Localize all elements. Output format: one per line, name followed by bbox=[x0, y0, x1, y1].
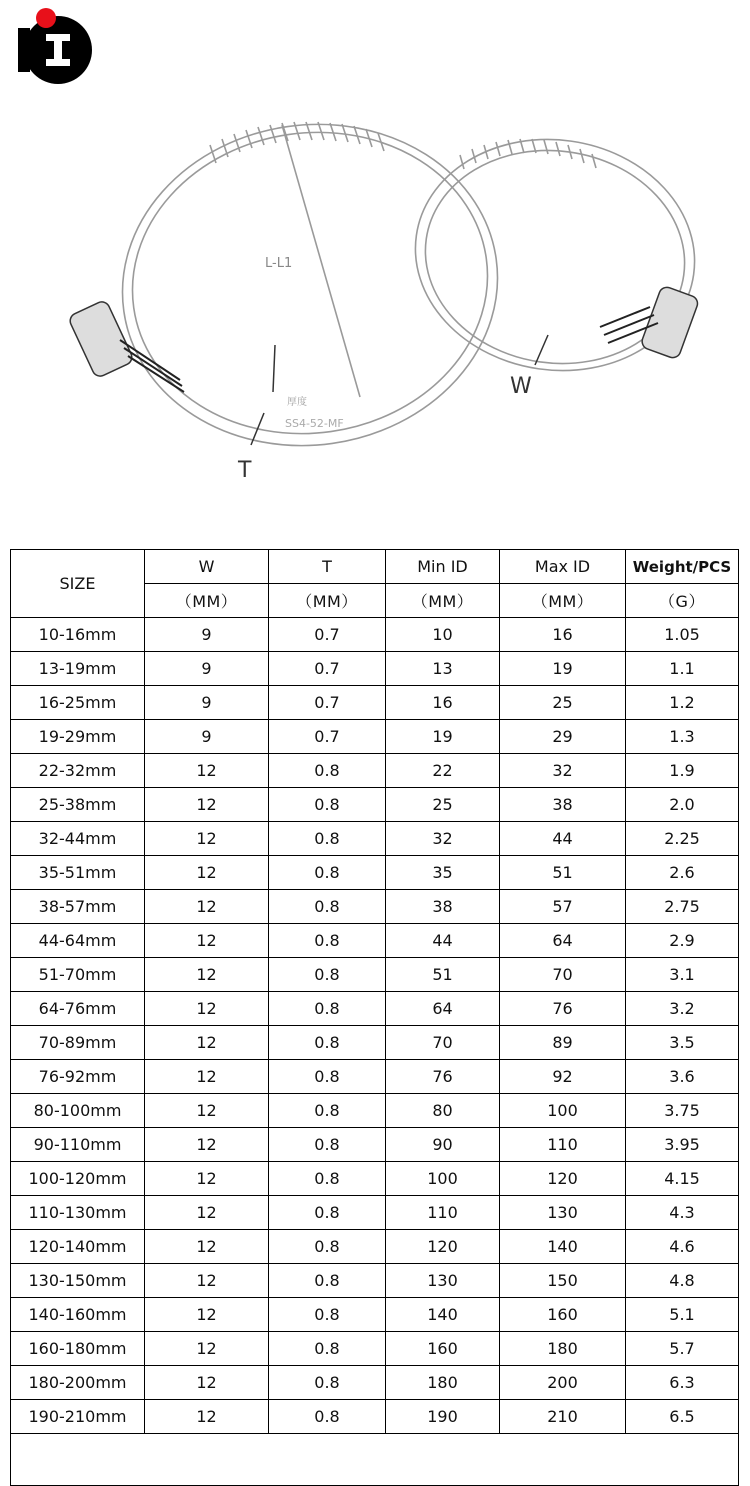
table-row bbox=[11, 1128, 739, 1162]
cell-w: 12 bbox=[145, 1298, 269, 1332]
cell-size: 160-180mm bbox=[11, 1332, 145, 1366]
cell-weight: 6.5 bbox=[626, 1400, 739, 1434]
cell-min-id: 13 bbox=[386, 652, 500, 686]
cell-min-id: 51 bbox=[386, 958, 500, 992]
cell-min-id: 70 bbox=[386, 1026, 500, 1060]
cell-max-id: 140 bbox=[500, 1230, 626, 1264]
cell-max-id: 200 bbox=[500, 1366, 626, 1400]
cell-min-id: 110 bbox=[386, 1196, 500, 1230]
table-row bbox=[11, 890, 739, 924]
cell-min-id: 16 bbox=[386, 686, 500, 720]
cell-w: 12 bbox=[145, 822, 269, 856]
cell-size: 76-92mm bbox=[11, 1060, 145, 1094]
cell-max-id: 150 bbox=[500, 1264, 626, 1298]
band-text: 厚度 bbox=[287, 397, 307, 408]
table-row bbox=[11, 1366, 739, 1400]
table-row bbox=[11, 992, 739, 1026]
cell-min-id: 19 bbox=[386, 720, 500, 754]
cell-max-id: 130 bbox=[500, 1196, 626, 1230]
cell-weight: 5.7 bbox=[626, 1332, 739, 1366]
cell-size: 64-76mm bbox=[11, 992, 145, 1026]
cell-weight: 4.15 bbox=[626, 1162, 739, 1196]
cell-min-id: 160 bbox=[386, 1332, 500, 1366]
cell-weight: 2.0 bbox=[626, 788, 739, 822]
cell-w: 12 bbox=[145, 1400, 269, 1434]
cell-t: 0.8 bbox=[269, 1298, 386, 1332]
cell-w: 12 bbox=[145, 788, 269, 822]
cell-w: 12 bbox=[145, 1094, 269, 1128]
cell-max-id: 210 bbox=[500, 1400, 626, 1434]
col-header-w: W bbox=[145, 550, 269, 584]
cell-t: 0.8 bbox=[269, 890, 386, 924]
cell-weight: 2.25 bbox=[626, 822, 739, 856]
table-row bbox=[11, 686, 739, 720]
table-row bbox=[11, 1196, 739, 1230]
cell-max-id: 29 bbox=[500, 720, 626, 754]
cell-min-id: 22 bbox=[386, 754, 500, 788]
cell-max-id: 32 bbox=[500, 754, 626, 788]
length-label: L-L1 bbox=[265, 256, 293, 271]
cell-max-id: 100 bbox=[500, 1094, 626, 1128]
table-row bbox=[11, 958, 739, 992]
cell-t: 0.8 bbox=[269, 754, 386, 788]
band-marking: SS4-52-MF bbox=[285, 417, 344, 430]
table-row bbox=[11, 1332, 739, 1366]
table-row bbox=[11, 856, 739, 890]
cell-weight: 2.9 bbox=[626, 924, 739, 958]
table-row bbox=[11, 1400, 739, 1434]
unit-weight: （G） bbox=[626, 584, 739, 618]
cell-min-id: 10 bbox=[386, 618, 500, 652]
cell-size: 90-110mm bbox=[11, 1128, 145, 1162]
cell-max-id: 120 bbox=[500, 1162, 626, 1196]
cell-min-id: 35 bbox=[386, 856, 500, 890]
table-row bbox=[11, 1026, 739, 1060]
cell-size: 25-38mm bbox=[11, 788, 145, 822]
width-label: W bbox=[510, 374, 532, 399]
col-header-t: T bbox=[269, 550, 386, 584]
cell-weight: 3.2 bbox=[626, 992, 739, 1026]
cell-size: 180-200mm bbox=[11, 1366, 145, 1400]
cell-size: 13-19mm bbox=[11, 652, 145, 686]
col-header-weight: Weight/PCS bbox=[626, 550, 739, 584]
cell-min-id: 120 bbox=[386, 1230, 500, 1264]
table-row bbox=[11, 652, 739, 686]
cell-max-id: 51 bbox=[500, 856, 626, 890]
cell-size: 70-89mm bbox=[11, 1026, 145, 1060]
cell-size: 19-29mm bbox=[11, 720, 145, 754]
table-row bbox=[11, 1230, 739, 1264]
cell-min-id: 44 bbox=[386, 924, 500, 958]
cell-min-id: 180 bbox=[386, 1366, 500, 1400]
cell-w: 9 bbox=[145, 720, 269, 754]
cell-min-id: 140 bbox=[386, 1298, 500, 1332]
cell-w: 9 bbox=[145, 618, 269, 652]
cell-t: 0.7 bbox=[269, 686, 386, 720]
cell-t: 0.7 bbox=[269, 652, 386, 686]
cell-max-id: 25 bbox=[500, 686, 626, 720]
cell-max-id: 19 bbox=[500, 652, 626, 686]
cell-max-id: 38 bbox=[500, 788, 626, 822]
cell-w: 12 bbox=[145, 992, 269, 1026]
cell-t: 0.8 bbox=[269, 1094, 386, 1128]
cell-size: 80-100mm bbox=[11, 1094, 145, 1128]
table-row bbox=[11, 788, 739, 822]
cell-size: 110-130mm bbox=[11, 1196, 145, 1230]
cell-t: 0.7 bbox=[269, 618, 386, 652]
cell-min-id: 38 bbox=[386, 890, 500, 924]
table-row bbox=[11, 1094, 739, 1128]
table-row bbox=[11, 1264, 739, 1298]
table-row bbox=[11, 822, 739, 856]
cell-t: 0.8 bbox=[269, 1366, 386, 1400]
cell-t: 0.8 bbox=[269, 1400, 386, 1434]
cell-max-id: 160 bbox=[500, 1298, 626, 1332]
cell-weight: 2.75 bbox=[626, 890, 739, 924]
cell-w: 12 bbox=[145, 1332, 269, 1366]
cell-weight: 4.6 bbox=[626, 1230, 739, 1264]
cell-weight: 3.1 bbox=[626, 958, 739, 992]
cell-w: 12 bbox=[145, 1366, 269, 1400]
col-header-min-id: Min ID bbox=[386, 550, 500, 584]
cell-weight: 3.6 bbox=[626, 1060, 739, 1094]
cell-weight: 1.3 bbox=[626, 720, 739, 754]
size-header: SIZE bbox=[11, 550, 145, 618]
cell-w: 12 bbox=[145, 958, 269, 992]
cell-w: 12 bbox=[145, 890, 269, 924]
cell-w: 12 bbox=[145, 754, 269, 788]
cell-max-id: 70 bbox=[500, 958, 626, 992]
cell-weight: 3.5 bbox=[626, 1026, 739, 1060]
cell-max-id: 16 bbox=[500, 618, 626, 652]
cell-t: 0.8 bbox=[269, 924, 386, 958]
cell-weight: 6.3 bbox=[626, 1366, 739, 1400]
table-row bbox=[11, 1060, 739, 1094]
table-row bbox=[11, 618, 739, 652]
cell-size: 190-210mm bbox=[11, 1400, 145, 1434]
cell-weight: 3.95 bbox=[626, 1128, 739, 1162]
cell-t: 0.8 bbox=[269, 1264, 386, 1298]
cell-weight: 1.9 bbox=[626, 754, 739, 788]
cell-weight: 4.8 bbox=[626, 1264, 739, 1298]
cell-max-id: 57 bbox=[500, 890, 626, 924]
cell-max-id: 92 bbox=[500, 1060, 626, 1094]
cell-size: 16-25mm bbox=[11, 686, 145, 720]
cell-w: 12 bbox=[145, 856, 269, 890]
table-row bbox=[11, 720, 739, 754]
cell-size: 100-120mm bbox=[11, 1162, 145, 1196]
cell-weight: 1.05 bbox=[626, 618, 739, 652]
cell-t: 0.8 bbox=[269, 788, 386, 822]
cell-size: 51-70mm bbox=[11, 958, 145, 992]
cell-min-id: 100 bbox=[386, 1162, 500, 1196]
cell-w: 12 bbox=[145, 1128, 269, 1162]
cell-min-id: 32 bbox=[386, 822, 500, 856]
cell-w: 9 bbox=[145, 686, 269, 720]
cell-weight: 1.2 bbox=[626, 686, 739, 720]
cell-weight: 4.3 bbox=[626, 1196, 739, 1230]
thickness-label: T bbox=[238, 458, 252, 483]
unit-min-id: （MM） bbox=[386, 584, 500, 618]
cell-w: 12 bbox=[145, 1230, 269, 1264]
cell-min-id: 190 bbox=[386, 1400, 500, 1434]
table-row bbox=[11, 1298, 739, 1332]
cell-w: 12 bbox=[145, 1162, 269, 1196]
table-footer-row bbox=[11, 1434, 739, 1486]
spec-table bbox=[10, 549, 739, 1486]
cell-w: 12 bbox=[145, 1026, 269, 1060]
cell-size: 120-140mm bbox=[11, 1230, 145, 1264]
cell-min-id: 25 bbox=[386, 788, 500, 822]
cell-size: 10-16mm bbox=[11, 618, 145, 652]
hose-clamp-illustration bbox=[60, 105, 720, 495]
cell-t: 0.8 bbox=[269, 958, 386, 992]
cell-t: 0.8 bbox=[269, 1128, 386, 1162]
cell-weight: 3.75 bbox=[626, 1094, 739, 1128]
cell-t: 0.8 bbox=[269, 1162, 386, 1196]
table-footer-cell bbox=[11, 1434, 739, 1486]
cell-size: 44-64mm bbox=[11, 924, 145, 958]
cell-weight: 2.6 bbox=[626, 856, 739, 890]
cell-max-id: 64 bbox=[500, 924, 626, 958]
cell-size: 130-150mm bbox=[11, 1264, 145, 1298]
cell-min-id: 80 bbox=[386, 1094, 500, 1128]
cell-t: 0.8 bbox=[269, 1230, 386, 1264]
cell-t: 0.8 bbox=[269, 1332, 386, 1366]
cell-min-id: 90 bbox=[386, 1128, 500, 1162]
cell-w: 12 bbox=[145, 1196, 269, 1230]
cell-t: 0.8 bbox=[269, 822, 386, 856]
cell-size: 22-32mm bbox=[11, 754, 145, 788]
cell-max-id: 110 bbox=[500, 1128, 626, 1162]
header-row bbox=[11, 550, 739, 584]
table-row bbox=[11, 1162, 739, 1196]
cell-size: 38-57mm bbox=[11, 890, 145, 924]
table-row bbox=[11, 754, 739, 788]
unit-t: （MM） bbox=[269, 584, 386, 618]
table-row bbox=[11, 924, 739, 958]
cell-min-id: 76 bbox=[386, 1060, 500, 1094]
cell-size: 32-44mm bbox=[11, 822, 145, 856]
unit-max-id: （MM） bbox=[500, 584, 626, 618]
cell-w: 9 bbox=[145, 652, 269, 686]
cell-t: 0.8 bbox=[269, 856, 386, 890]
cell-min-id: 130 bbox=[386, 1264, 500, 1298]
cell-max-id: 180 bbox=[500, 1332, 626, 1366]
cell-max-id: 76 bbox=[500, 992, 626, 1026]
cell-max-id: 89 bbox=[500, 1026, 626, 1060]
cell-t: 0.8 bbox=[269, 1060, 386, 1094]
cell-min-id: 64 bbox=[386, 992, 500, 1026]
cell-max-id: 44 bbox=[500, 822, 626, 856]
cell-t: 0.8 bbox=[269, 992, 386, 1026]
cell-w: 12 bbox=[145, 1264, 269, 1298]
cell-w: 12 bbox=[145, 924, 269, 958]
cell-size: 35-51mm bbox=[11, 856, 145, 890]
cell-w: 12 bbox=[145, 1060, 269, 1094]
brand-logo-icon bbox=[8, 6, 108, 86]
cell-t: 0.7 bbox=[269, 720, 386, 754]
unit-w: （MM） bbox=[145, 584, 269, 618]
col-header-max-id: Max ID bbox=[500, 550, 626, 584]
cell-t: 0.8 bbox=[269, 1196, 386, 1230]
cell-size: 140-160mm bbox=[11, 1298, 145, 1332]
cell-weight: 1.1 bbox=[626, 652, 739, 686]
cell-t: 0.8 bbox=[269, 1026, 386, 1060]
cell-weight: 5.1 bbox=[626, 1298, 739, 1332]
